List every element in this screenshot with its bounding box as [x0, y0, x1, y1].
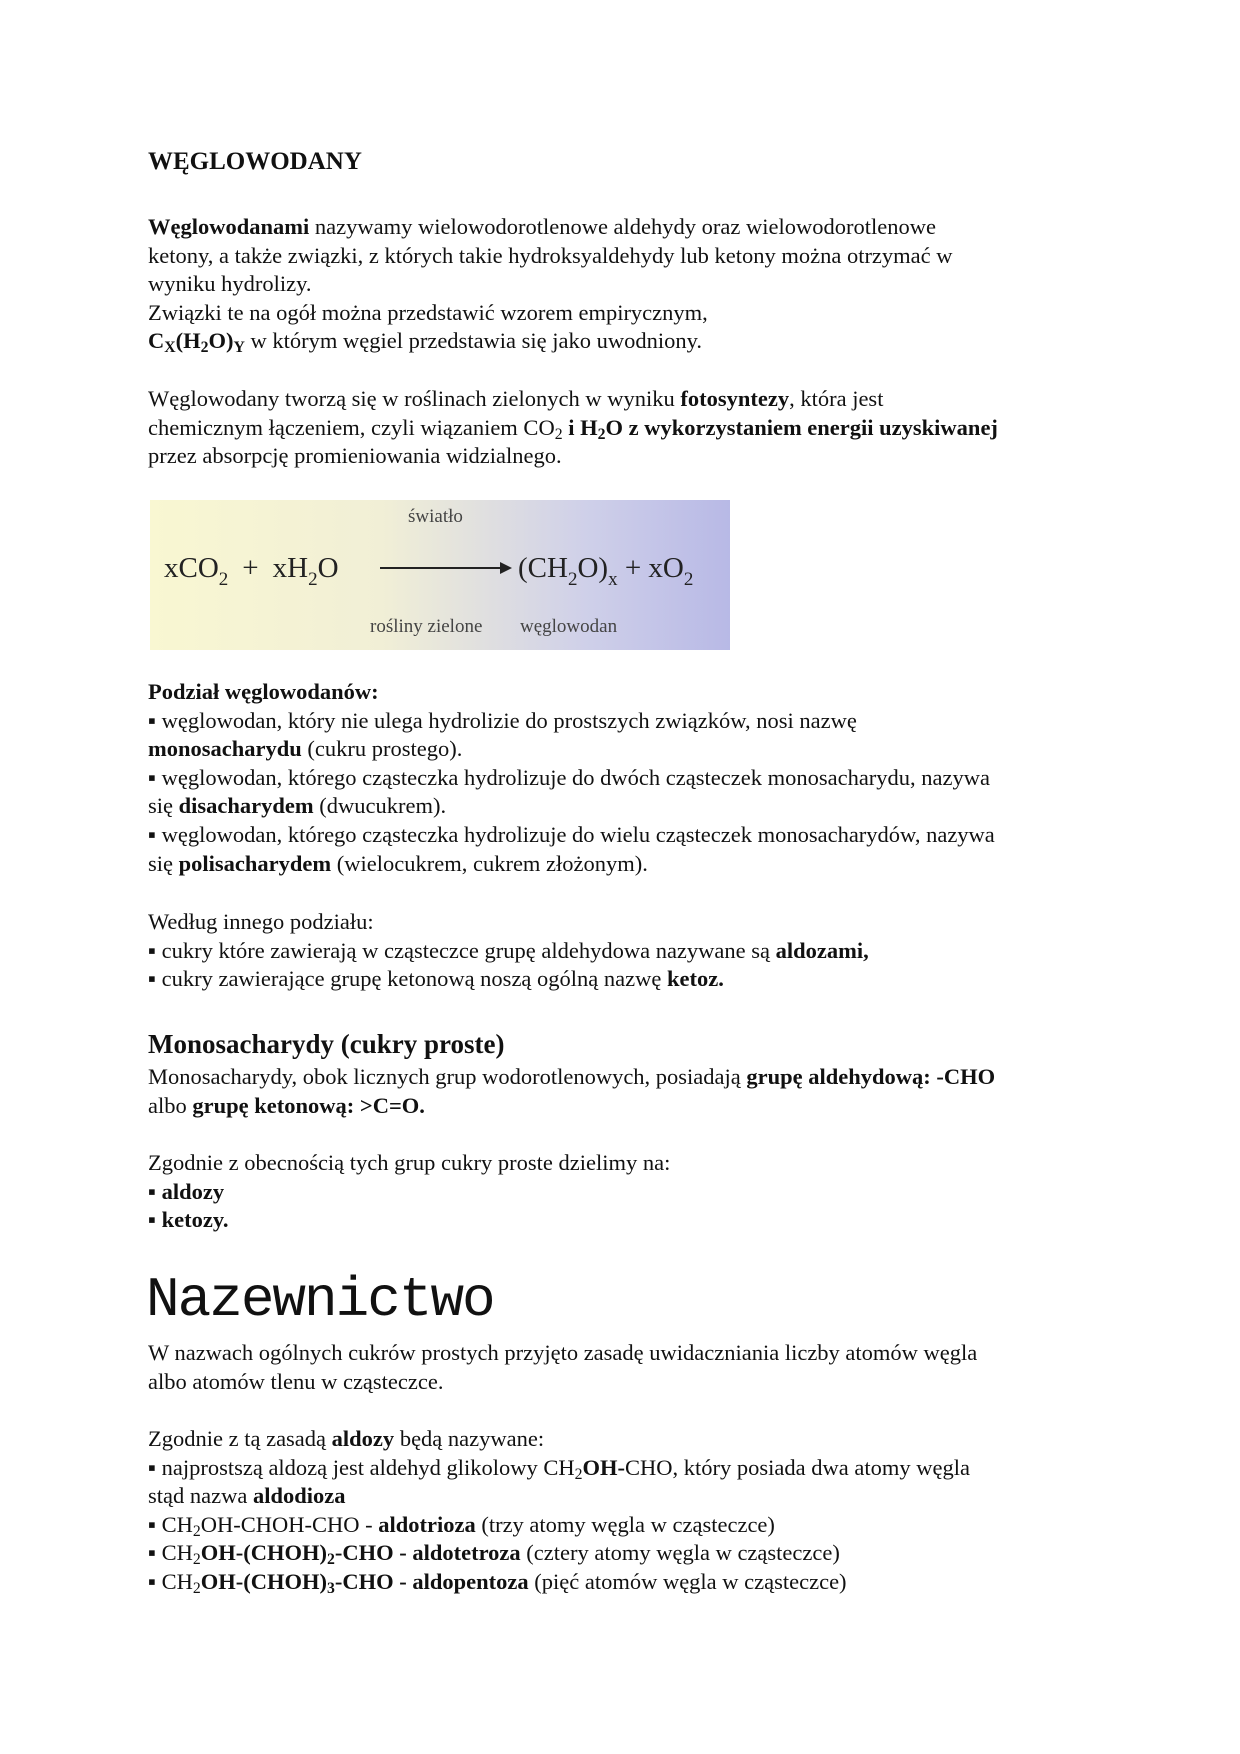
monosaccharides-section: Monosacharydy, obok licznych grup wodorotlenowych, posiadają grupę aldehydową: -CHO albo grupę ketonową: >C=O. [148, 1064, 996, 1118]
empirical-formula: $C_X(H_2O)_Y$ [148, 328, 245, 357]
plants-label: rośliny zielone [370, 616, 483, 637]
list-item: ▪ $CH_2OH-CHOH$-CHO - aldotrioza (trzy atomy węgla w cząsteczce) [148, 1511, 775, 1540]
products: $(CH_2O)_x + xO_2$ [518, 552, 694, 590]
nomenclature-heading: Nazewnictwo [146, 1268, 494, 1332]
nomenclature-list: Zgodnie z tą zasadą aldozy będą nazywane: ▪ najprostszą aldozą jest aldehyd glikolowy $CH_2OH$-CHO, który posiada dwa atomy węgla stąd nazwa aldodioza ▪ $CH_2OH-CHOH$-CHO - aldotrioza (trzy atomy węgla w cząsteczce) ▪ $CH_2OH-(CHOH)_2$-CHO - aldotetroza (cztery atomy węgla w cząsteczce) ▪ $CH_2OH-(CHOH)_3$-CHO - aldopentoza (pięć atomów węgla w cząsteczce) [148, 1425, 1098, 1597]
intro-term: Węglowodanami [148, 214, 310, 239]
list-item: ▪ węglowodan, który nie ulega hydrolizie do prostszych związków, nosi nazwę [148, 707, 857, 733]
intro-line-3: wyniku hydrolizy. [148, 271, 312, 297]
intro-line-1: Węglowodanami nazywamy wielowodorotlenowe aldehydy oraz wielowodorotlenowe [148, 214, 936, 239]
division-heading: Podział węglowodanów: [148, 679, 379, 704]
reactants: $xCO_2 + xH_2O$ [164, 552, 339, 590]
list-item: ▪ $CH_2OH-(CHOH)_3$-CHO - aldopentoza (pięć atomów węgla w cząsteczce) [148, 1568, 847, 1597]
monosaccharides-heading: Monosacharydy (cukry proste) [148, 1029, 505, 1059]
light-label: światło [408, 506, 463, 527]
list-item: ▪ węglowodan, którego cząsteczka hydrolizuje do wielu cząsteczek monosacharydów, nazywa [148, 821, 995, 847]
list-item: ▪ ketozy. [148, 1207, 229, 1233]
intro-line-2: ketony, a także związki, z których takie hydroksyaldehydy lub ketony można otrzymać w [148, 242, 953, 268]
list-item: ▪ cukry zawierające grupę ketonową noszą ogólną nazwę ketoz. [148, 966, 724, 992]
carbohydrate-label: węglowodan [520, 616, 618, 637]
photosynthesis-term: fotosyntezy [680, 386, 790, 411]
page-title: WĘGLOWODANY [148, 148, 362, 175]
intro-formula-line: $C_X(H_2O)_Y$ w którym węgiel przedstawia się jako uwodniony. [148, 328, 703, 357]
photosynthesis-paragraph: Węglowodany tworzą się w roślinach zielonych w wyniku fotosyntezy, która jest chemicznym łączeniem, czyli wiązaniem $CO_2$ i $H_2O$ z wykorzystaniem energii uzyskiwanej przez absorpcję promieniowania widzialnego. [148, 386, 998, 469]
list-item: ▪ aldozy [148, 1178, 225, 1204]
division-section: Podział węglowodanów: ▪ węglowodan, który nie ulega hydrolizie do prostszych związków, nosi nazwę monosacharydu (cukru prostego). ▪ węglowodan, którego cząsteczka hydrolizuje do dwóch cząsteczek monosacharydu, nazywa się disacharydem (dwucukrem). ▪ węglowodan, którego cząsteczka hydrolizuje do wielu cząsteczek monosacharydów, nazywa się polisacharydem (wielocukrem, cukrem złożonym). [148, 678, 1098, 878]
photosynthesis-equation-diagram [150, 500, 730, 650]
list-item: ▪ cukry które zawierają w cząsteczce grupę aldehydowa nazywane są aldozami, [148, 937, 869, 963]
other-division-section: Według innego podziału: ▪ cukry które zawierają w cząsteczce grupę aldehydowa nazywane są aldozami, ▪ cukry zawierające grupę ketonową noszą ogólną nazwę ketoz. [148, 908, 1098, 994]
list-item: ▪ $CH_2OH-(CHOH)_2$-CHO - aldotetroza (cztery atomy węgla w cząsteczce) [148, 1540, 840, 1569]
monosaccharides-types: Zgodnie z obecnością tych grup cukry proste dzielimy na: ▪ aldozy ▪ ketozy. [148, 1149, 1098, 1235]
intro-line-4: Związki te na ogół można przedstawić wzorem empirycznym, [148, 299, 708, 325]
list-item: ▪ najprostszą aldozą jest aldehyd glikolowy $CH_2OH$-CHO, który posiada dwa atomy węgla [148, 1454, 970, 1483]
intro-paragraph [148, 213, 1098, 356]
list-item: ▪ węglowodan, którego cząsteczka hydrolizuje do dwóch cząsteczek monosacharydu, nazywa [148, 764, 991, 790]
nomenclature-intro: W nazwach ogólnych cukrów prostych przyjęto zasadę uwidaczniania liczby atomów węgla albo atomów tlenu w cząsteczce. [148, 1340, 978, 1394]
reaction-arrow-icon [380, 567, 510, 569]
